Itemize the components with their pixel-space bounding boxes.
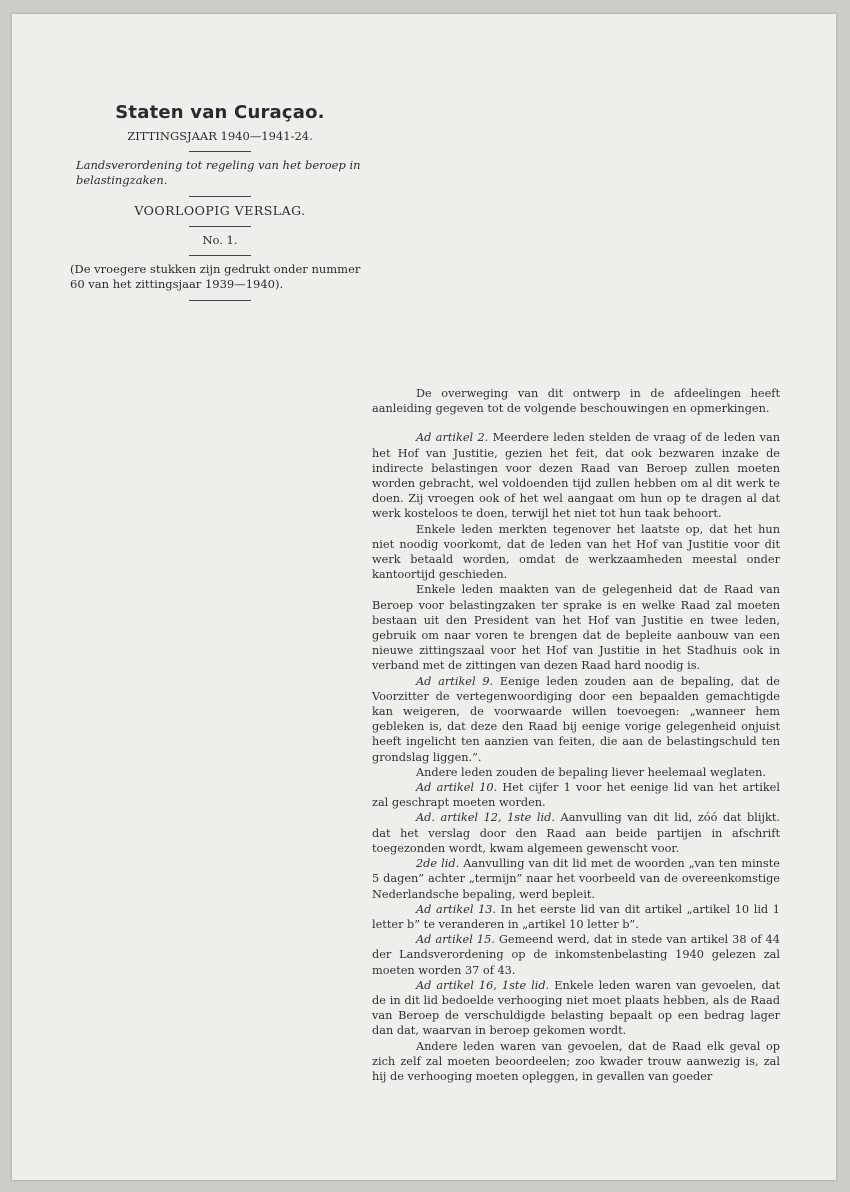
reference-note: (De vroegere stukken zijn gedrukt onder nummer 60 van het zittingsjaar 1939—1940). [70, 262, 361, 291]
article-label: Ad artikel 9. [416, 674, 494, 688]
divider [189, 226, 251, 227]
paragraph-text: Eenige leden zouden aan de bepaling, dat de Voorzitter de vertegenwoordiging door een bepaalden gemachtigde kan weigeren, de voorwaarde willen toevoegen: „wanneer hem gebleken is, dat deze den Raad bij eenige vorige gelegenheid onjuist heeft ingelicht ten aanzien van feiten, die aan de belastingschuld ten grondslag liggen.”. [372, 674, 780, 764]
paragraph-text: Het cijfer 1 voor het eenige lid van het artikel zal geschrapt moeten worden. [372, 781, 780, 810]
article-label: Ad artikel 16, 1ste lid. [416, 978, 550, 992]
document-type: VOORLOOPIG VERSLAG. [134, 203, 306, 218]
article-label: Ad artikel 10. [416, 781, 498, 795]
divider [189, 196, 251, 197]
session-year: ZITTINGSJAAR 1940—1941-24. [127, 129, 313, 143]
report-body [372, 386, 780, 1084]
paragraph-text: In het eerste lid van dit artikel „artikel 10 lid 1 letter b” te veranderen in „artikel 10 letter b”. [372, 902, 780, 931]
divider [189, 151, 251, 152]
paragraph-artikel-10 [372, 780, 780, 810]
document-header [70, 102, 370, 307]
paragraph-artikel-12 [372, 810, 780, 856]
paragraph-artikel-13 [372, 902, 780, 932]
article-label: 2de lid. [416, 857, 460, 871]
article-label: Ad artikel 15. [416, 933, 495, 947]
divider [189, 300, 251, 301]
divider [189, 255, 251, 256]
paragraph-artikel-9 [372, 674, 780, 765]
paragraph-2de-lid [372, 856, 780, 902]
paragraph-artikel-2 [372, 430, 780, 521]
paragraph-text: Meerdere leden stelden de vraag of de leden van het Hof van Justitie, gezien het feit, dat ook bezwaren inzake de indirecte belastingen voor dezen Raad van Beroep zullen moeten worden gebracht, wel voldoenden tijd zullen hebben om al dit werk te doen. Zij vroegen ook of het wel aangaat om hun op te dragen al dat werk kosteloos te doen, terwijl het niet tot hun taak behoort. [372, 431, 780, 521]
paragraph-text: Enkele leden waren van gevoelen, dat de in dit lid bedoelde verhooging niet moet plaats hebben, als de Raad van Beroep de verschuldigde belasting bepaalt op een bedrag lager dan dat, waarvan in beroep gekomen wordt. [372, 978, 780, 1038]
paragraph-artikel-16 [372, 978, 780, 1039]
document-page [12, 14, 836, 1180]
paragraph-text: Aanvulling van dit lid met de woorden „van ten minste 5 dagen” achter „termijn” naar het voorbeeld van de overeenkomstige Nederlandsche bepaling, werd bepleit. [372, 857, 780, 901]
document-subject: Landsverordening tot regeling van het beroep in belastingzaken. [76, 158, 361, 187]
document-number: No. 1. [202, 233, 238, 247]
paragraph: Andere leden zouden de bepaling liever heelemaal weglaten. [416, 765, 766, 779]
article-label: Ad artikel 2. [416, 431, 489, 445]
intro-paragraph: De overweging van dit ontwerp in de afdeelingen heeft aanleiding gegeven tot de volgende beschouwingen en opmerkingen. [372, 387, 780, 416]
article-label: Ad artikel 13. [416, 902, 497, 916]
paragraph-text: Aanvulling van dit lid, zóó dat blijkt. dat het verslag door den Raad aan beide partijen in afschrift toegezonden wordt, kwam algemeen gewenscht voor. [372, 811, 780, 855]
paragraph: Enkele leden maakten van de gelegenheid dat de Raad van Beroep voor belastingzaken ter sprake is en welke Raad zal moeten bestaan uit den President van het Hof van Justitie en twee leden, gebruik om naar voren te brengen dat de bepleite aanbouw van een nieuwe zittingszaal voor het Hof van Justitie in het Stadhuis ook in verband met de zittingen van dezen Raad hard noodig is. [372, 583, 780, 673]
article-label: Ad. artikel 12, 1ste lid. [416, 811, 555, 825]
document-title: Staten van Curaçao. [115, 102, 325, 123]
paragraph: Andere leden waren van gevoelen, dat de Raad elk geval op zich zelf zal moeten beoordeelen; zoo kwader trouw aanwezig is, zal hij de verhooging moeten opleggen, in gevallen van goeder [372, 1039, 780, 1083]
paragraph-text: Gemeend werd, dat in stede van artikel 38 of 44 der Landsverordening op de inkomstenbelasting 1940 gelezen zal moeten worden 37 of 43. [372, 933, 780, 977]
paragraph: Enkele leden merkten tegenover het laatste op, dat het hun niet noodig voorkomt, dat de leden van het Hof van Justitie voor dit werk betaald worden, omdat de werkzaamheden meestal onder kantoortijd geschieden. [372, 522, 780, 582]
paragraph-artikel-15 [372, 932, 780, 978]
